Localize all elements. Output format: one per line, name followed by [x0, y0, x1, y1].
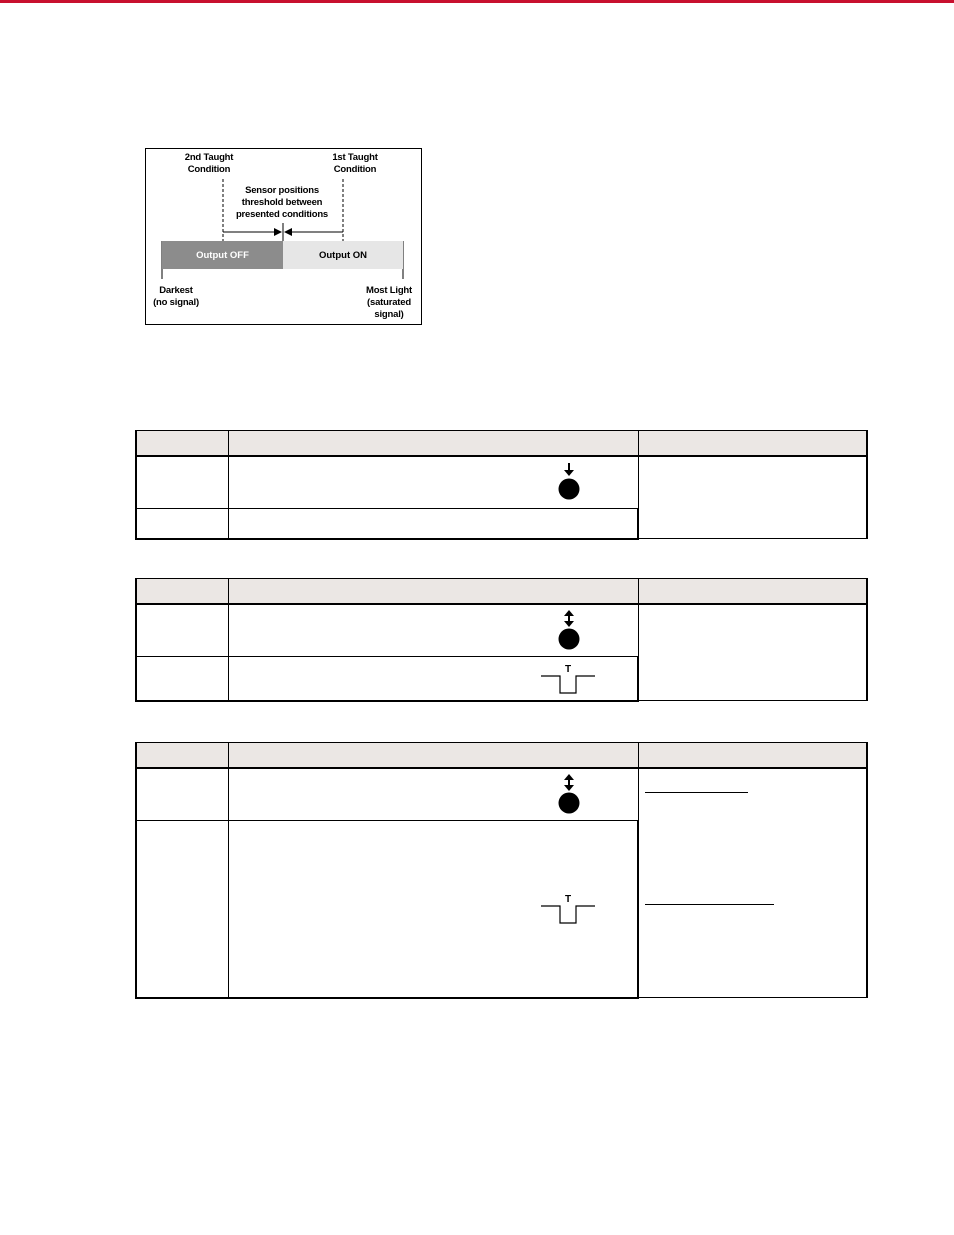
top-accent-rule — [0, 0, 954, 3]
output-on-bar: Output ON — [283, 241, 403, 269]
header-cell — [638, 743, 867, 768]
pulse-label: T — [564, 664, 572, 675]
header-cell — [136, 579, 228, 604]
table-cell — [136, 509, 228, 539]
table-cell — [228, 456, 638, 509]
second-taught-label: 2nd Taught Condition — [184, 152, 234, 175]
table-row — [136, 604, 867, 657]
header-cell — [228, 431, 638, 456]
table-row — [136, 456, 867, 509]
table-cell — [136, 604, 228, 657]
table-cell — [638, 768, 867, 998]
header-cell — [638, 431, 867, 456]
table-header-row — [136, 579, 867, 604]
table-cell — [228, 509, 638, 539]
most-light-label: Most Light (saturated signal) — [365, 285, 412, 320]
push-button-icon — [558, 462, 580, 502]
table-row — [136, 768, 867, 821]
underline-rule — [645, 792, 748, 793]
table-cell — [638, 604, 867, 701]
table-header-row — [136, 743, 867, 768]
underline-rule — [645, 904, 774, 905]
darkest-label: Darkest (no signal) — [153, 285, 199, 308]
header-cell — [638, 579, 867, 604]
remote-teach-pulse-icon — [541, 662, 595, 696]
header-cell — [228, 743, 638, 768]
pulse-label: T — [564, 894, 572, 905]
output-off-bar: Output OFF — [162, 241, 283, 269]
table-cell — [228, 604, 638, 657]
table-cell — [228, 768, 638, 821]
table-cell — [136, 768, 228, 821]
header-cell — [136, 743, 228, 768]
table-cell — [228, 821, 638, 998]
push-button-bidirectional-icon — [558, 610, 580, 652]
push-button-bidirectional-icon — [558, 774, 580, 816]
procedure-table-2 — [135, 578, 868, 702]
two-point-teach-diagram — [145, 148, 422, 325]
header-cell — [136, 431, 228, 456]
table-header-row — [136, 431, 867, 456]
procedure-table-1 — [135, 430, 868, 540]
table-cell — [638, 456, 867, 539]
remote-teach-pulse-icon — [541, 892, 595, 926]
table-cell — [136, 821, 228, 998]
table-cell — [136, 657, 228, 701]
header-cell — [228, 579, 638, 604]
first-taught-label: 1st Taught Condition — [332, 152, 378, 175]
procedure-table-3 — [135, 742, 868, 999]
table-cell — [228, 657, 638, 701]
threshold-note: Sensor positions threshold between presented conditions — [232, 185, 332, 221]
table-cell — [136, 456, 228, 509]
